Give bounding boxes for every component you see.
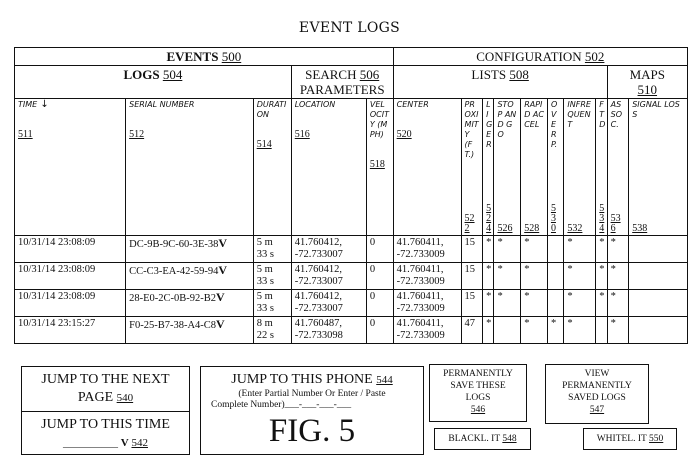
cell-stop: * xyxy=(494,263,521,290)
cell-stop: * xyxy=(494,290,521,317)
table-body xyxy=(15,236,688,344)
chevron-v-icon[interactable]: V xyxy=(120,437,129,449)
tab-search-parameters[interactable]: SEARCH 506 PARAMETERS xyxy=(291,66,393,99)
chevron-v-icon[interactable]: V xyxy=(216,317,225,331)
cell-over: * xyxy=(547,317,563,344)
cell-prox: 47 xyxy=(461,317,483,344)
column-ref-number: 528 xyxy=(524,223,540,234)
column-header[interactable] xyxy=(126,99,254,236)
chevron-v-icon[interactable]: V xyxy=(218,236,228,250)
cell-prox: 15 xyxy=(461,236,483,263)
jump-to-time-group xyxy=(21,411,190,455)
column-header[interactable] xyxy=(15,99,126,236)
cell-prox: 15 xyxy=(461,290,483,317)
column-ref-number: 516 xyxy=(294,129,310,140)
cell-over xyxy=(547,236,563,263)
cell-liger: * xyxy=(483,317,494,344)
cell-assoc: * xyxy=(607,317,629,344)
column-header-label: ASSOC. xyxy=(610,100,622,129)
cell-signal xyxy=(629,263,688,290)
column-header[interactable] xyxy=(607,99,629,236)
down-arrow-icon[interactable]: ↓ xyxy=(37,99,49,110)
cell-serial: CC-C3-EA-42-59-94V xyxy=(126,263,254,290)
column-header-label: LIGER xyxy=(486,100,493,149)
column-ref-number: 538 xyxy=(632,223,648,234)
column-header-label: SERIAL NUMBER xyxy=(129,100,195,109)
cell-loc: 41.760487, -72.733098 xyxy=(291,317,366,344)
cell-signal xyxy=(629,290,688,317)
page-title: EVENT LOGS xyxy=(298,20,401,36)
cell-infreq: * xyxy=(564,290,596,317)
permanently-save-logs-button[interactable]: PERMANENTLY SAVE THESE LOGS 546 xyxy=(429,364,527,422)
cell-time: 10/31/14 23:08:09 xyxy=(15,263,126,290)
cell-cen: 41.760411, -72.733009 xyxy=(393,263,461,290)
column-header-label: TIME xyxy=(18,100,38,109)
cell-liger: * xyxy=(483,290,494,317)
cell-stop: * xyxy=(494,236,521,263)
table-row[interactable] xyxy=(15,290,688,317)
column-ref-number: 524 xyxy=(486,203,492,234)
column-ref-number: 512 xyxy=(129,129,145,140)
cell-time: 10/31/14 23:08:09 xyxy=(15,290,126,317)
cell-time: 10/31/14 23:08:09 xyxy=(15,236,126,263)
cell-assoc: * xyxy=(607,263,629,290)
phone-number-input[interactable]: ___-___-___-___ xyxy=(284,400,352,410)
cell-serial: DC-9B-9C-60-3E-38V xyxy=(126,236,254,263)
section-row xyxy=(15,48,688,66)
column-header-label: RAPID ACCEL xyxy=(524,100,544,129)
column-header-label: VELOCITY (MPH) xyxy=(369,100,389,139)
cell-over xyxy=(547,263,563,290)
cell-cen: 41.760411, -72.733009 xyxy=(393,317,461,344)
column-ref-number: 530 xyxy=(550,203,556,234)
cell-vel: 0 xyxy=(366,317,393,344)
column-header[interactable] xyxy=(393,99,461,236)
table-row[interactable] xyxy=(15,317,688,344)
column-header-row xyxy=(15,99,688,236)
column-ref-number: 511 xyxy=(18,129,33,140)
table-row[interactable] xyxy=(15,263,688,290)
column-header-label: INFREQUENT xyxy=(567,100,591,129)
cell-cen: 41.760411, -72.733009 xyxy=(393,290,461,317)
cell-assoc: * xyxy=(607,236,629,263)
cell-ftd: * xyxy=(596,290,607,317)
cell-assoc: * xyxy=(607,290,629,317)
cell-loc: 41.760412, -72.733007 xyxy=(291,290,366,317)
jump-to-phone-panel: JUMP TO THIS PHONE 544 (Enter Partial Number Or Enter / Paste Complete Number)___-___-___-___ FIG. 5 xyxy=(200,366,424,455)
cell-liger: * xyxy=(483,263,494,290)
cell-signal xyxy=(629,236,688,263)
tab-events[interactable]: EVENTS 500 xyxy=(15,48,394,66)
cell-rapid: * xyxy=(521,317,548,344)
cell-infreq: * xyxy=(564,263,596,290)
column-ref-number: 520 xyxy=(396,129,412,140)
cell-cen: 41.760411, -72.733009 xyxy=(393,236,461,263)
column-header-label: CENTER xyxy=(396,100,429,109)
column-ref-number: 522 xyxy=(464,213,475,234)
column-header[interactable] xyxy=(596,99,607,236)
cell-stop xyxy=(494,317,521,344)
tab-lists[interactable]: LISTS 508 xyxy=(393,66,607,99)
column-ref-number: 526 xyxy=(497,223,513,234)
column-header-label: LOCATION xyxy=(294,100,336,109)
column-header-label: DURATION xyxy=(256,100,287,119)
column-header[interactable] xyxy=(547,99,563,236)
whitelist-button[interactable]: WHITEL. IT 550 xyxy=(583,428,677,450)
column-header-label: FTD xyxy=(599,100,606,129)
tab-logs[interactable]: LOGS 504 xyxy=(15,66,292,99)
column-ref-number: 536 xyxy=(610,213,621,234)
jump-to-time-input[interactable]: __________ V 542 xyxy=(63,437,148,449)
chevron-v-icon[interactable]: V xyxy=(216,290,225,304)
column-ref-number: 534 xyxy=(599,203,605,234)
cell-vel: 0 xyxy=(366,290,393,317)
cell-ftd xyxy=(596,317,607,344)
cell-signal xyxy=(629,317,688,344)
cell-loc: 41.760412, -72.733007 xyxy=(291,263,366,290)
cell-serial: 28-E0-2C-0B-92-B2V xyxy=(126,290,254,317)
figure-label: FIG. 5 xyxy=(268,413,356,449)
table-row[interactable] xyxy=(15,236,688,263)
column-header-label: PROXIMITY (FT.) xyxy=(464,100,479,159)
column-header[interactable] xyxy=(366,99,393,236)
column-header[interactable] xyxy=(291,99,366,236)
chevron-v-icon[interactable]: V xyxy=(218,263,228,277)
cell-dur: 5 m 33 s xyxy=(253,236,291,263)
cell-dur: 5 m 33 s xyxy=(253,263,291,290)
cell-ftd: * xyxy=(596,263,607,290)
cell-dur: 8 m 22 s xyxy=(253,317,291,344)
cell-over xyxy=(547,290,563,317)
column-header[interactable] xyxy=(461,99,483,236)
event-logs-table xyxy=(14,47,688,344)
column-ref-number: 514 xyxy=(256,139,272,150)
jump-to-time-label: JUMP TO THIS TIME xyxy=(41,417,170,432)
column-header-label: SIGNAL LOSS xyxy=(632,100,680,119)
cell-vel: 0 xyxy=(366,236,393,263)
tab-configuration[interactable]: CONFIGURATION 502 xyxy=(393,48,687,66)
cell-serial: F0-25-B7-38-A4-C8V xyxy=(126,317,254,344)
cell-vel: 0 xyxy=(366,263,393,290)
cell-infreq: * xyxy=(564,317,596,344)
subsection-row xyxy=(15,66,688,99)
column-header[interactable] xyxy=(521,99,548,236)
column-ref-number: 518 xyxy=(369,159,385,170)
column-header-label: OVER P. xyxy=(550,100,558,149)
cell-time: 10/31/14 23:15:27 xyxy=(15,317,126,344)
tab-maps[interactable]: MAPS 510 xyxy=(607,66,687,99)
column-header[interactable] xyxy=(629,99,688,236)
column-header[interactable] xyxy=(564,99,596,236)
cell-infreq: * xyxy=(564,236,596,263)
cell-rapid: * xyxy=(521,290,548,317)
cell-loc: 41.760412, -72.733007 xyxy=(291,236,366,263)
column-header-label: STOP AND GO xyxy=(497,100,517,139)
cell-dur: 5 m 33 s xyxy=(253,290,291,317)
jump-next-page-button[interactable]: JUMP TO THE NEXT PAGE 540 xyxy=(21,366,190,411)
column-header[interactable] xyxy=(253,99,291,236)
column-header[interactable] xyxy=(483,99,494,236)
cell-rapid: * xyxy=(521,263,548,290)
column-header[interactable] xyxy=(494,99,521,236)
cell-liger: * xyxy=(483,236,494,263)
cell-prox: 15 xyxy=(461,263,483,290)
view-saved-logs-button[interactable]: VIEW PERMANENTLY SAVED LOGS 547 xyxy=(545,364,649,424)
cell-rapid: * xyxy=(521,236,548,263)
cell-ftd: * xyxy=(596,236,607,263)
column-ref-number: 532 xyxy=(567,223,583,234)
blacklist-button[interactable]: BLACKL. IT 548 xyxy=(434,428,531,450)
